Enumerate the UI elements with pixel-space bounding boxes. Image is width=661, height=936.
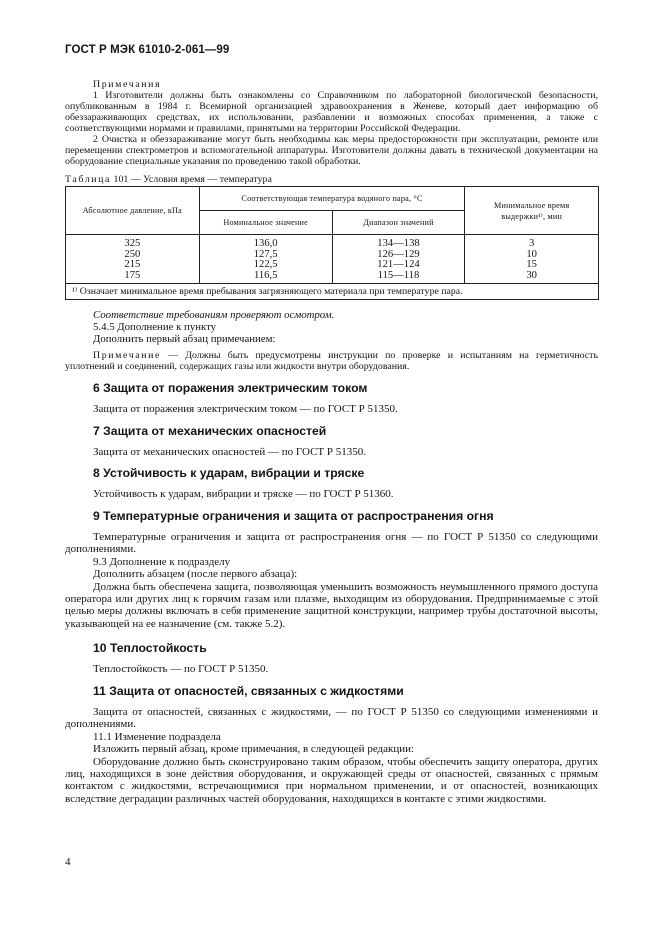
note-545-label: Примечание <box>93 350 162 361</box>
section-10-paragraph: Теплостойкость — по ГОСТ Р 51350. <box>93 663 269 675</box>
table-cell: 175 <box>124 269 141 281</box>
range-values-cell <box>332 235 465 284</box>
table-footnote: ¹⁾ Означает минимальное время пребывания загрязняющего материала при температуре пара. <box>66 284 599 300</box>
notes-title: Примечания <box>93 79 162 90</box>
table-cell: 15 <box>526 259 537 270</box>
table-caption-label: Таблица <box>65 174 112 185</box>
subclause-11-1-edit: Изложить первый абзац, кроме примечания, в следующей редакции: <box>93 743 415 756</box>
note-2: 2 Очистка и обеззараживание могут быть необходимы как меры предосторожности при эксплуатации, ремонте или перемещении спектрометров и вспомогательной аппаратуры. Изготовители должны давать в технической документации на оборудование специальные указания по проведению такой обработки. <box>65 134 598 167</box>
table-cell: 115—118 <box>377 269 420 281</box>
subclause-11-1: 11.1 Изменение подраздела <box>93 730 221 743</box>
section-9-text <box>65 531 598 630</box>
section-11-title: 11 Защита от опасностей, связанных с жидкостями <box>93 684 404 698</box>
col-pressure-header: Абсолютное давление, кПа <box>66 187 200 235</box>
notes-block <box>65 79 598 167</box>
inspection-check-text: Соответствие требованиям проверяют осмотром. <box>93 309 335 321</box>
table-cell: 215 <box>124 259 141 270</box>
page-number: 4 <box>65 856 71 868</box>
table-cell: 250 <box>124 248 141 260</box>
subclause-9-3: 9.3 Дополнение к подразделу <box>93 555 231 568</box>
pressure-values-cell <box>66 235 200 284</box>
col-time-header: Минимальное время выдержки¹⁾, мин <box>465 187 599 235</box>
subclause-9-3-body: Должна быть обеспечена защита, позволяющая уменьшить возможность неумышленного прямого доступа оператора или других лиц к горячим газам или плазме, выходящим из оборудования. Предпринимаемые с этой целью меры должны включать в себя применение защитной конструкции, например трубы достаточной высоты, указывающей на ее назначение (см. также 5.2). <box>65 580 598 630</box>
table-cell: 30 <box>526 269 537 281</box>
section-9-paragraph: Температурные ограничения и защита от распространения огня — по ГОСТ Р 51350 со следующими дополнениями. <box>65 531 598 556</box>
section-7-text <box>65 446 598 458</box>
section-10-text <box>65 663 598 675</box>
time-values-cell <box>465 235 599 284</box>
subclause-9-3-addition: Дополнить абзацем (после первого абзаца): <box>93 568 298 581</box>
section-8-title: 8 Устойчивость к ударам, вибрации и тряске <box>93 466 365 480</box>
table-cell: 126—129 <box>377 248 420 260</box>
section-6-paragraph: Защита от поражения электрическим током — по ГОСТ Р 51350. <box>93 403 398 415</box>
table-cell: 122,5 <box>253 259 278 270</box>
after-table-block <box>65 309 598 346</box>
page-header: ГОСТ Р МЭК 61010-2-061—99 <box>65 44 230 56</box>
note-1: 1 Изготовители должны быть ознакомлены со Справочником по лабораторной биологической безопасности, опубликованным в 1984 г. Всемирной организацией здравоохранения в Женеве, который дает информацию об обеззараживающих средствах, их использовании, разбавлении и возможных способах применения, а также с соответствующими нормами и правилами, принятыми на территории Российской Федерации. <box>65 90 598 134</box>
table-cell: 136,0 <box>253 238 278 249</box>
col-temperature-group-header: Соответствующая температура водяного пара, °С <box>199 187 465 211</box>
col-nominal-header: Номинальное значение <box>199 211 332 235</box>
time-temperature-table <box>65 186 599 300</box>
table-cell: 325 <box>124 238 141 249</box>
note-545-text: — Должны быть предусмотрены инструкции по проверке и испытаниям на герметичность уплотнений и соединений, содержащих газы или жидкости внутри оборудования. <box>65 350 598 372</box>
subclause-5-4-5-addition: Дополнить первый абзац примечанием: <box>93 333 276 346</box>
section-7-title: 7 Защита от механических опасностей <box>93 424 327 438</box>
section-8-text <box>65 488 598 500</box>
col-range-header: Диапазон значений <box>332 211 465 235</box>
section-10-title: 10 Теплостойкость <box>93 641 207 655</box>
table-cell: 134—138 <box>377 238 420 249</box>
subclause-5-4-5: 5.4.5 Дополнение к пункту <box>93 321 217 334</box>
table-cell: 116,5 <box>253 269 278 281</box>
table-cell: 127,5 <box>253 248 278 260</box>
table-caption <box>65 174 598 185</box>
section-9-title: 9 Температурные ограничения и защита от распространения огня <box>93 509 494 523</box>
table-cell: 3 <box>529 238 535 249</box>
table-cell: 10 <box>526 248 537 260</box>
section-6-title: 6 Защита от поражения электрическим током <box>93 381 368 395</box>
section-6-text <box>65 403 598 415</box>
section-7-paragraph: Защита от механических опасностей — по ГОСТ Р 51350. <box>93 446 366 458</box>
note-545 <box>65 350 598 372</box>
section-11-paragraph: Защита от опасностей, связанных с жидкостями, — по ГОСТ Р 51350 со следующими изменениями и дополнениями. <box>65 706 598 731</box>
table-cell: 121—124 <box>377 259 420 270</box>
section-8-paragraph: Устойчивость к ударам, вибрации и тряске — по ГОСТ Р 51360. <box>93 488 394 500</box>
note-545-block <box>65 350 598 372</box>
subclause-11-1-body: Оборудование должно быть сконструировано таким образом, чтобы обеспечить защиту оператора, других лиц, находящихся в зоне действия оборудования, и окружающей среды от опасностей, связанных с прямым контактом с жидкостями, встречающимися при нормальном применении, и от опасностей, возникающих вследствие деградации различных частей оборудования, находящихся в контакте с этими жидкостями. <box>65 755 598 805</box>
table-caption-text: 101 — Условия время — температура <box>113 174 272 185</box>
section-11-text <box>65 706 598 805</box>
nominal-values-cell <box>199 235 332 284</box>
